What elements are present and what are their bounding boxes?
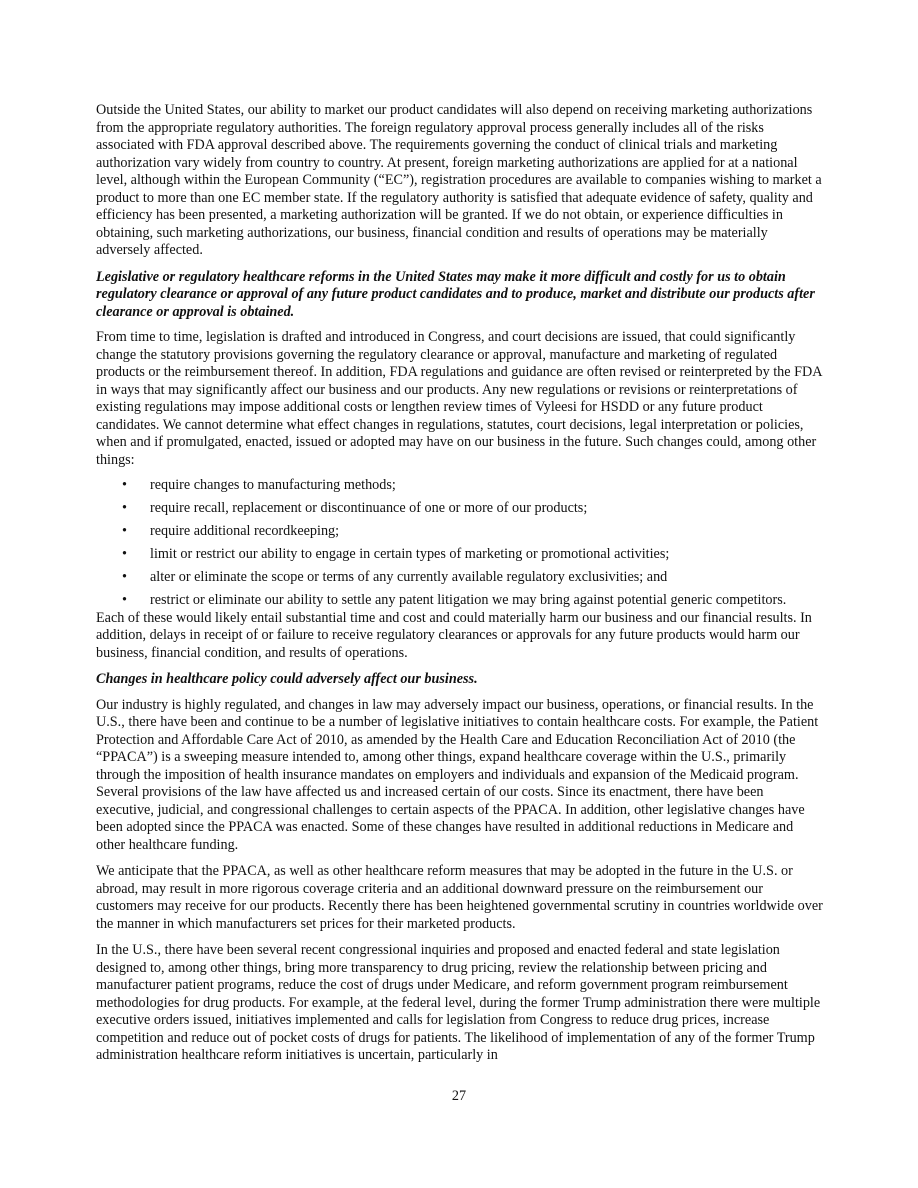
list-item <box>96 546 824 564</box>
heading-legislative-reforms: Legislative or regulatory healthcare reforms in the United States may make it more difficult and costly for us to obtain regulatory clearance or approval of any future product candidates and to produce, market and distribute our products after clearance or approval is obtained. <box>96 268 815 320</box>
bullet-icon: • <box>122 523 127 539</box>
paragraph-industry-regulated: Our industry is highly regulated, and changes in law may adversely impact our business, operations, or financial results. In the U.S., there have been and continue to be a number of legislative initiatives to contain healthcare costs. For example, the Patient Protection and Affordable Care Act of 2010, as amended by the Health Care and Education Reconciliation Act of 2010 (the “PPACA”) is a sweeping measure intended to, among other things, expand healthcare coverage within the U.S., primarily through the imposition of health insurance mandates on employers and individuals and expansion of the Medicaid program. Several provisions of the law have affected us and increased certain of our costs. Since its enactment, there have been executive, judicial, and congressional challenges to certain aspects of the PPACA. In addition, other legislative changes have been adopted since the PPACA was enacted. Some of these changes have resulted in additional reductions in Medicare and other healthcare funding. <box>96 696 819 853</box>
bullet-icon: • <box>122 569 127 585</box>
bullet-icon: • <box>122 500 127 516</box>
heading-healthcare-policy: Changes in healthcare policy could adversely affect our business. <box>96 671 478 687</box>
list-item <box>96 500 824 518</box>
paragraph-drug-pricing: In the U.S., there have been several recent congressional inquiries and proposed and enacted federal and state legislation designed to, among other things, bring more transparency to drug pricing, review the relationship between pricing and manufacturer patient programs, reduce the cost of drugs under Medicare, and reform government program reimbursement methodologies for drug products. For example, at the federal level, during the former Trump administration there were multiple executive orders issued, initiatives implemented and calls for legislation from Congress to reduce drug prices, increase competition and reduce out of pocket costs of drugs for patients. The likelihood of implementation of any of the former Trump administration healthcare reform initiatives is uncertain, particularly in <box>96 942 821 1063</box>
paragraph-legislation-intro: From time to time, legislation is drafted and introduced in Congress, and court decisions are issued, that could significantly change the statutory provisions governing the regulatory clearance or approval, manufacture and marketing of regulated products or the reimbursement thereof. In addition, FDA regulations and guidance are often revised or reinterpreted by the FDA in ways that may significantly affect our business and our products. Any new regulations or revisions or reinterpretations of existing regulations may impose additional costs or lengthen review times of Vyleesi for HSDD or any future product candidates. We cannot determine what effect changes in regulations, statutes, court decisions, legal interpretation or policies, when and if promulgated, enacted, issued or adopted may have on our business in the future. Such changes could, among other things: <box>96 329 822 468</box>
bullet-list-changes <box>96 477 824 610</box>
bullet-icon: • <box>122 546 127 562</box>
document-page <box>96 102 824 1074</box>
list-item-text: require additional recordkeeping; <box>150 523 340 539</box>
list-item-text: alter or eliminate the scope or terms of any currently available regulatory exclusivities; and <box>150 569 668 585</box>
paragraph-foreign-approval: Outside the United States, our ability to market our product candidates will also depend on receiving marketing authorizations from the appropriate regulatory authorities. The foreign regulatory approval process generally includes all of the risks associated with FDA approval described above. The requirements governing the conduct of clinical trials and marketing authorization vary widely from country to country. At present, foreign marketing authorizations are applied for at a national level, although within the European Community (“EC”), registration procedures are available to companies wishing to market a product to more than one EC member state. If the regulatory authority is satisfied that adequate evidence of safety, quality and efficiency has been presented, a marketing authorization will be granted. If we do not obtain, or experience difficulties in obtaining, such marketing authorizations, our business, financial condition and results of operations may be materially adversely affected. <box>96 102 822 258</box>
page-number: 27 <box>451 1088 467 1104</box>
paragraph-ppaca-anticipate: We anticipate that the PPACA, as well as other healthcare reform measures that may be adopted in the future in the U.S. or abroad, may result in more rigorous coverage criteria and an additional downward pressure on the reimbursement our customers may receive for our products. Recently there has been heightened governmental scrutiny in countries worldwide over the manner in which manufacturers set prices for their marketed products. <box>96 863 823 932</box>
list-item-text: limit or restrict our ability to engage in certain types of marketing or promotional activities; <box>150 546 670 562</box>
list-item <box>96 477 824 495</box>
list-item <box>96 569 824 587</box>
list-item-text: require changes to manufacturing methods; <box>150 477 396 493</box>
bullet-icon: • <box>122 592 127 608</box>
list-item <box>96 523 824 541</box>
list-item-text: require recall, replacement or discontinuance of one or more of our products; <box>150 500 588 516</box>
paragraph-legislation-closing: Each of these would likely entail substantial time and cost and could materially harm our business and our financial results. In addition, delays in receipt of or failure to receive regulatory clearances or approvals for any future products would harm our business, financial condition, and results of operations. <box>96 609 812 661</box>
list-item <box>96 592 824 610</box>
list-item-text: restrict or eliminate our ability to settle any patent litigation we may bring against potential generic competitors. <box>150 592 787 608</box>
bullet-icon: • <box>122 477 127 493</box>
